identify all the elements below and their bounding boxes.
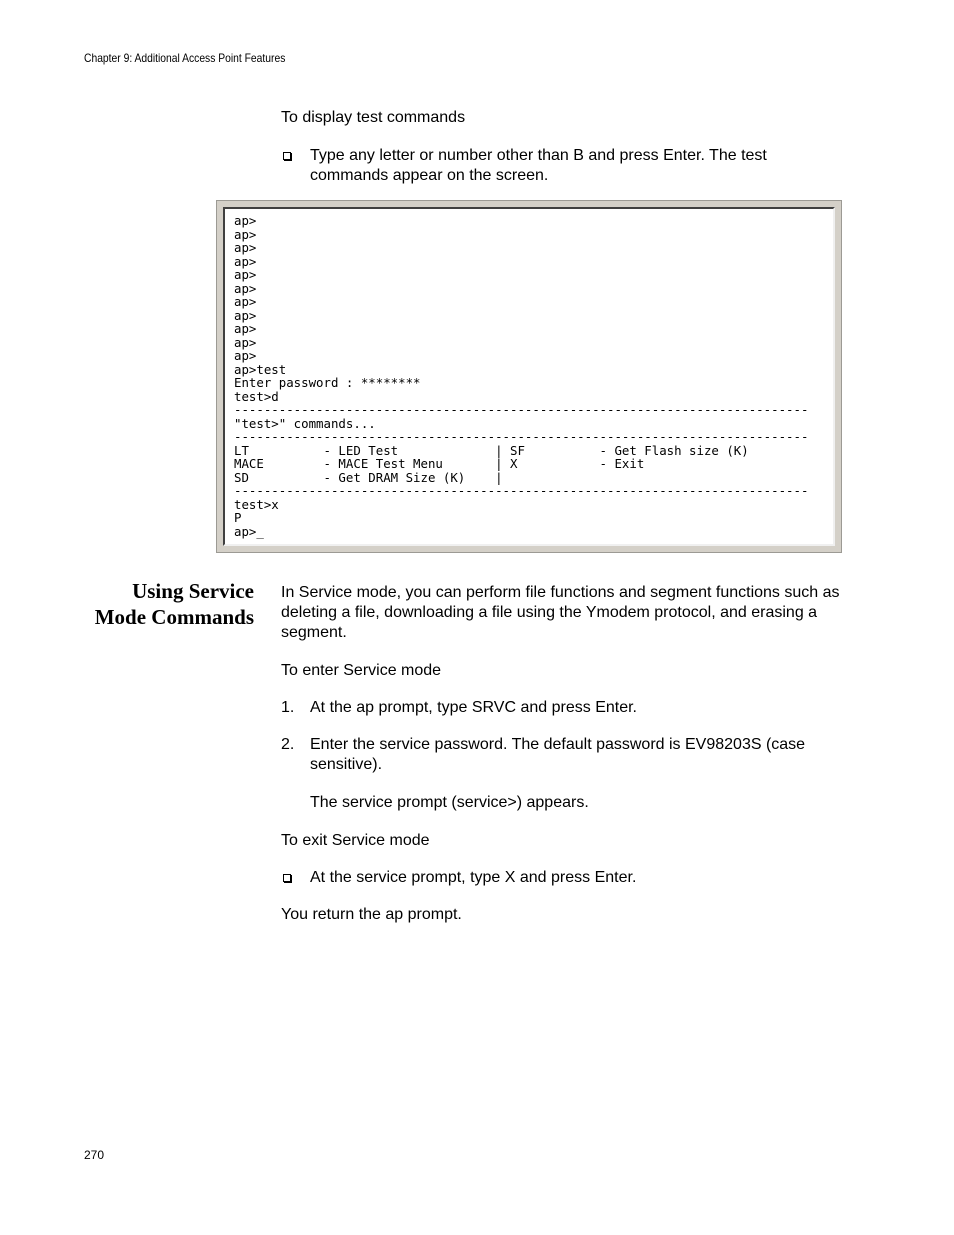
terminal-line: ap> (234, 307, 257, 323)
terminal-separator: ----------------------------------------------------------------------------- (234, 429, 809, 444)
terminal-line: Enter password : ******** (234, 375, 421, 390)
terminal-line: ap>_ (234, 523, 264, 539)
terminal-line: ap> (234, 294, 257, 309)
section-heading (60, 578, 254, 630)
page-number: 270 (84, 1148, 105, 1162)
step-item (281, 735, 841, 777)
terminal-separator: ----------------------------------------------------------------------------- (234, 483, 809, 498)
terminal-line: ap> (234, 213, 257, 228)
terminal-line: ap> (234, 321, 257, 336)
exit-result-text: You return the ap prompt. (281, 906, 462, 923)
chapter-header: Chapter 9: Additional Access Point Features (84, 51, 286, 65)
terminal-line: ap> (234, 348, 257, 363)
terminal-line: MACE - MACE Test Menu | X - Exit (234, 456, 645, 471)
section-heading-line: Using Service (132, 579, 254, 603)
terminal-line: ap> (234, 280, 257, 296)
terminal-line: ap> (234, 253, 257, 269)
terminal-line: LT - LED Test | SF - Get Flash size (K) (234, 442, 749, 458)
step-text: At the ap prompt, type SRVC and press Enter. (310, 699, 637, 716)
terminal-line: ap> (234, 267, 257, 282)
step-item (281, 698, 841, 718)
terminal-line: ap> (234, 240, 257, 255)
terminal-line: test>x (234, 496, 279, 512)
bullet-item (281, 868, 841, 888)
terminal-line: P (234, 510, 242, 525)
bullet-text: At the service prompt, type X and press Enter. (310, 869, 637, 886)
terminal-output (223, 207, 835, 546)
terminal-line: SD - Get DRAM Size (K) | (234, 469, 503, 485)
service-mode-intro: In Service mode, you can perform file functions and segment functions such as deleting a file, downloading a file using the Ymodem protocol, and erasing a segment. (281, 584, 840, 641)
terminal-screenshot (216, 200, 842, 553)
terminal-separator: ----------------------------------------------------------------------------- (234, 402, 809, 417)
terminal-line: "test>" commands... (234, 415, 376, 431)
step-text: Enter the service password. The default password is EV98203S (case sensitive). (310, 736, 806, 773)
terminal-line: ap> (234, 334, 257, 350)
checkbox-bullet-icon (283, 874, 291, 882)
terminal-line: test>d (234, 388, 279, 404)
test-commands-intro: To display test commands (281, 109, 466, 126)
bullet-item (281, 146, 841, 188)
exit-service-mode-title: To exit Service mode (281, 832, 430, 849)
enter-service-mode-title: To enter Service mode (281, 662, 442, 679)
step-number: 2. (281, 736, 295, 753)
step-number: 1. (281, 699, 295, 716)
section-heading-line: Mode Commands (94, 605, 254, 629)
step-note: The service prompt (service>) appears. (310, 794, 589, 811)
terminal-line: ap>test (234, 361, 287, 377)
terminal-line: ap> (234, 226, 257, 242)
checkbox-bullet-icon (283, 152, 291, 160)
bullet-text: Type any letter or number other than B and press Enter. The test commands appear on the screen. (310, 147, 767, 184)
